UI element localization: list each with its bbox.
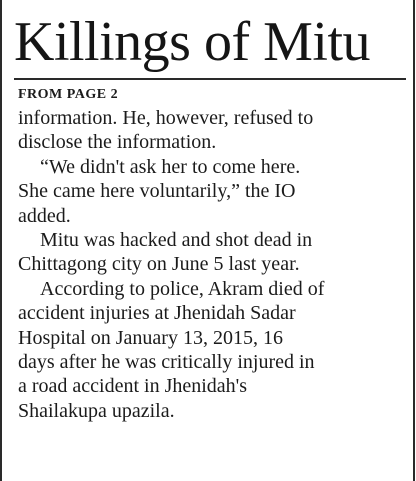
body-line: accident injuries at Jhenidah Sadar (18, 302, 296, 325)
body-line: days after he was critically injured in (18, 350, 315, 373)
column-border-left (0, 0, 2, 481)
jump-label: FROM PAGE 2 (18, 87, 119, 102)
body-line: Chittagong city on June 5 last year. (18, 253, 300, 276)
body-line: added. (18, 204, 71, 227)
body-line: disclose the information. (18, 131, 217, 154)
column-border-right (413, 0, 415, 481)
body-line: a road accident in Jhenidah's (18, 375, 248, 398)
headline: Killings of Mitu (14, 11, 371, 73)
body-line: Mitu was hacked and shot dead in (40, 228, 313, 251)
body-line: Shailakupa upazila. (18, 399, 175, 422)
body-line: information. He, however, refused to (18, 107, 314, 129)
article-body (18, 106, 412, 423)
body-line: “We didn't ask her to come here. (40, 155, 301, 178)
body-line: Hospital on January 13, 2015, 16 (18, 326, 283, 349)
body-line: She came here voluntarily,” the IO (18, 180, 296, 203)
headline-rule (14, 78, 406, 80)
body-line: According to police, Akram died of (40, 277, 325, 300)
